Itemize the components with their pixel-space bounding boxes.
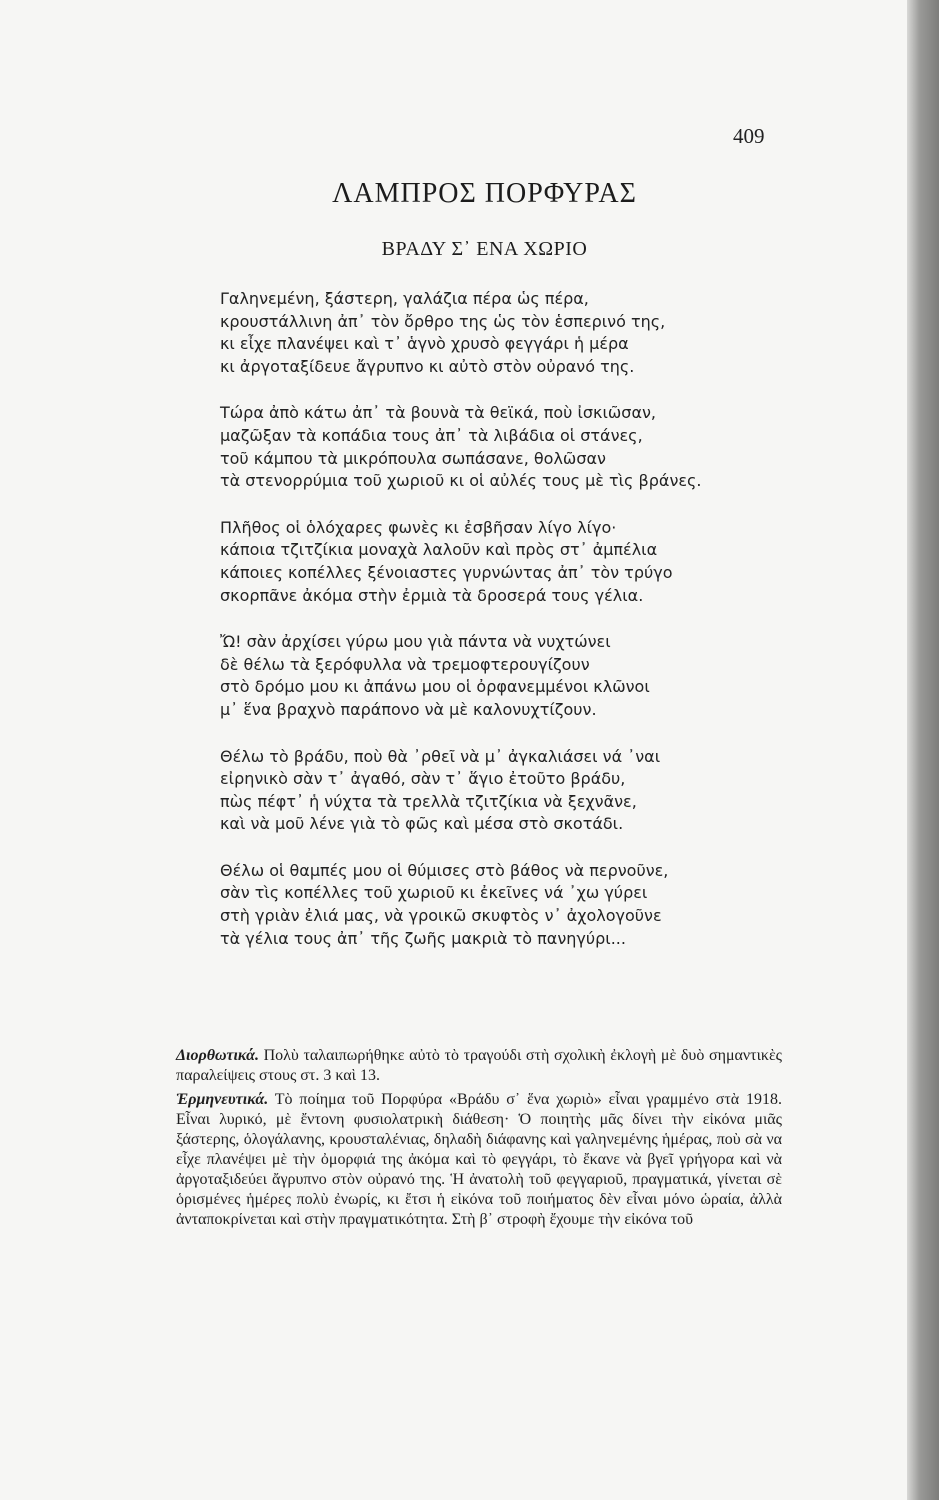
note-text: Τὸ ποίημα τοῦ Πορφύρα «Βράδυ σ᾽ ἕνα χωριὸ» εἶναι γραμμένο στὰ 1918. Εἶναι λυρικό, μὲ ἔντονη φυσιολατρικὴ διάθεση· Ὁ ποιητὴς μᾶς δίνει τὴν εἰκόνα μιᾶς ξάστερης, ὁλογάλανης, κρουσταλένιας, δηλαδὴ διάφανης καὶ γαληνεμένης ἡμέρας, ποὺ σὰ να εἶχε πλανέψει μὲ τὴν ὀμορφιά της ἀκόμα καὶ τὸ φεγγάρι, τὸ ἔκανε νὰ βγεῖ γρήγορα καὶ νὰ ἀργοταξιδεύει ἄγρυπνο στὸν οὐρανό της. Ἡ ἀνατολὴ τοῦ φεγγαριοῦ, πραγματικά, γίνεται σὲ ὁρισμένες ἡμέρες πολὺ ἐνωρίς, κι ἔτσι ἡ εἰκόνα τοῦ ποιήματος δὲν εἶναι μόνο ὡραία, ἀλλὰ ἀνταποκρίνεται καὶ στὴν πραγματικότητα. Στὴ β᾽ στροφὴ ἔχουμε τὴν εἰκόνα τοῦ [176,1091,783,1228]
poem-line: καὶ νὰ μοῦ λένε γιὰ τὸ φῶς καὶ μέσα στὸ σκοτάδι. [220,814,624,834]
poem-line: στὴ γριὰν ἐλιά μας, νὰ γροικῶ σκυφτὸς ν᾽ ἀχολογοῦνε [220,906,662,926]
stanza [220,631,780,721]
poem-line: Γαληνεμένη, ξάστερη, γαλάζια πέρα ὡς πέρα, [220,289,589,308]
poem-line: κάποιες κοπέλλες ξένοιαστες γυρνώντας ἀπ᾽ τὸν τρύγο [220,562,673,582]
stanza [220,288,780,378]
poem-line: μ᾽ ἕνα βραχνὸ παράπονο νὰ μὲ καλονυχτίζουν. [220,699,597,719]
poem-line: κι ἀργοταξίδευε ἄγρυπνο κι αὐτὸ στὸν οὐρανό της. [220,356,635,376]
page-edge-shadow [907,0,939,1500]
poem-line: Τώρα ἀπὸ κάτω ἀπ᾽ τὰ βουνὰ τὰ θεϊκά, ποὺ ἰσκιῶσαν, [220,403,657,423]
poem-line: Ὤ! σὰν ἀρχίσει γύρω μου γιὰ πάντα νὰ νυχτώνει [220,632,611,652]
poem-line: δὲ θέλω τὰ ξερόφυλλα νὰ τρεμοφτερουγίζουν [220,654,590,674]
note-label: Ἑρμηνευτικά. [176,1091,269,1108]
note-paragraph [166,1090,782,1230]
poem-line: κάποια τζιτζίκια μοναχὰ λαλοῦν καὶ πρὸς στ᾽ ἀμπέλια [220,540,658,560]
poem-line: κι εἶχε πλανέψει καὶ τ᾽ ἁγνὸ χρυσὸ φεγγάρι ἡ μέρα [220,334,629,354]
commentary-notes [166,1046,782,1234]
author-heading: ΛΑΜΠΡΟΣ ΠΟΡΦΥΡΑΣ [332,178,637,209]
stanza [220,517,780,607]
poem-title: ΒΡΑΔΥ Σ᾽ ΕΝΑ ΧΩΡΙΟ [381,238,588,260]
stanza [220,860,780,950]
stanza [220,402,780,492]
poem-line: τοῦ κάμπου τὰ μικρόπουλα σωπάσανε, θολῶσαν [220,448,606,468]
poem-line: σκορπᾶνε ἀκόμα στὴν ἐρμιὰ τὰ δροσερά τους γέλια. [220,585,644,605]
note-paragraph [166,1046,782,1086]
poem-line: εἰρηνικὸ σὰν τ᾽ ἀγαθό, σὰν τ᾽ ἅγιο ἐτοῦτο βράδυ, [220,769,626,789]
note-label: Διορθωτικά. [176,1047,259,1064]
poem-line: στὸ δρόμο μου κι ἀπάνω μου οἱ ὀρφανεμμένοι κλῶνοι [220,677,650,697]
poem-body [220,288,780,974]
poem-line: σὰν τὶς κοπέλλες τοῦ χωριοῦ κι ἐκεῖνες νά ᾽χω γύρει [220,883,648,903]
stanza [220,746,780,836]
poem-line: τὰ στενορρύμια τοῦ χωριοῦ κι οἱ αὐλές τους μὲ τὶς βράνες. [220,471,702,491]
note-text: Πολὺ ταλαιπωρήθηκε αὐτὸ τὸ τραγούδι στὴ σχολικὴ ἐκλογὴ μὲ δυὸ σημαντικὲς παραλείψεις στους στ. 3 καὶ 13. [176,1047,783,1084]
poem-line: τὰ γέλια τους ἀπ᾽ τῆς ζωῆς μακριὰ τὸ πανηγύρι... [220,928,626,948]
poem-line: πὼς πέφτ᾽ ἡ νύχτα τὰ τρελλὰ τζιτζίκια νὰ ξεχνᾶνε, [220,791,637,811]
poem-line: κρουστάλλινη ἀπ᾽ τὸν ὄρθρο της ὡς τὸν ἑσπερινό της, [220,311,666,331]
poem-line: μαζῶξαν τὰ κοπάδια τους ἀπ᾽ τὰ λιβάδια οἱ στάνες, [220,425,643,445]
poem-line: Πλῆθος οἱ ὁλόχαρες φωνὲς κι ἐσβῆσαν λίγο λίγο· [220,517,617,537]
poem-line: Θέλω οἱ θαμπές μου οἱ θύμισες στὸ βάθος νὰ περνοῦνε, [220,860,669,880]
page-number: 409 [733,124,765,148]
poem-line: Θέλω τὸ βράδυ, ποὺ θὰ ᾽ρθεῖ νὰ μ᾽ ἀγκαλιάσει νά ᾽ναι [220,746,661,766]
